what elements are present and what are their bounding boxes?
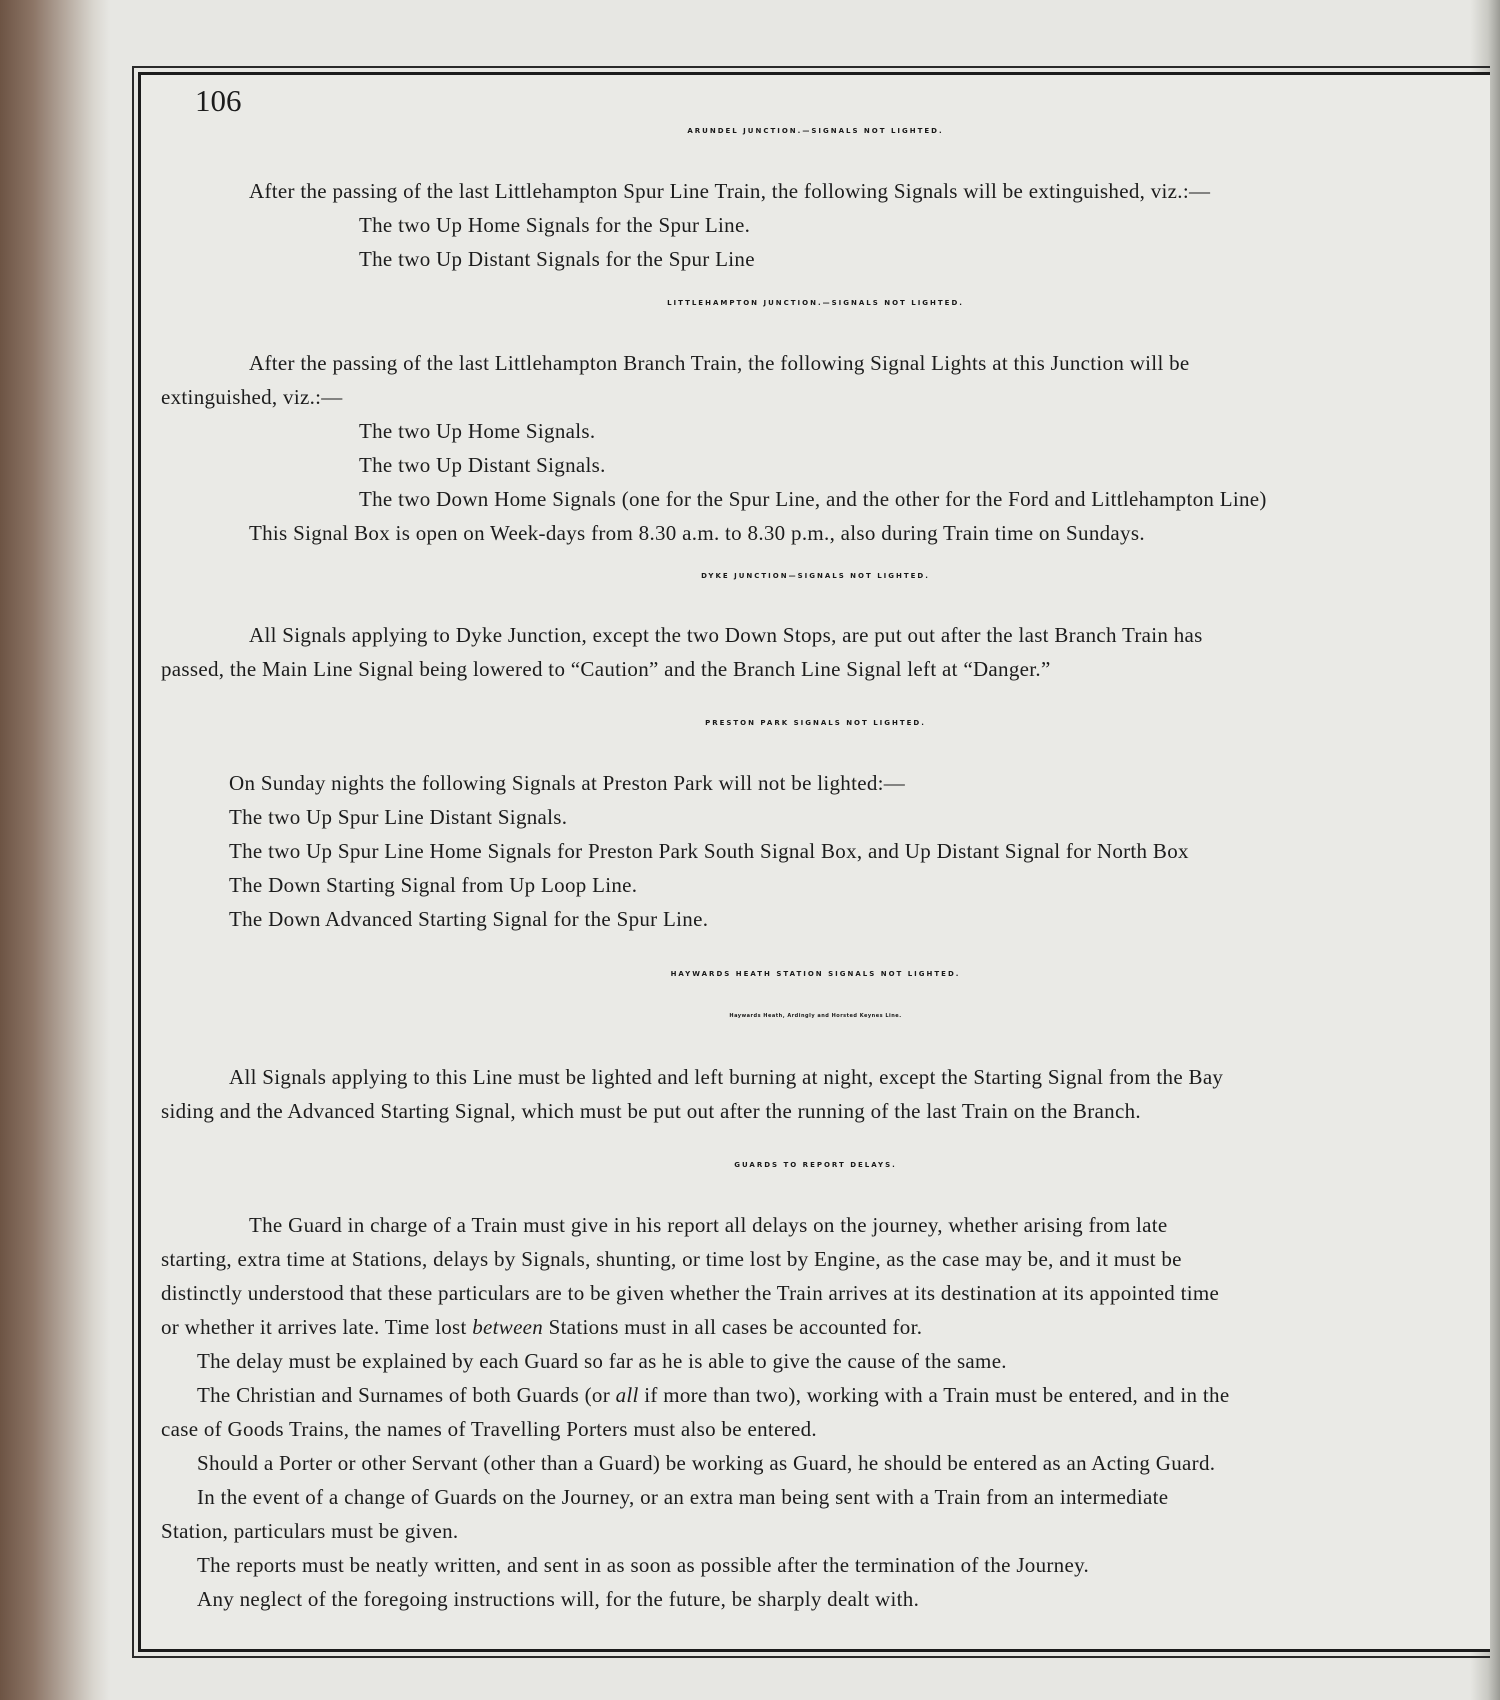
text-span: if more than two), working with a Train must be entered, and in the: [644, 1383, 1230, 1407]
section-heading-preston: PRESTON PARK SIGNALS NOT LIGHTED.: [705, 719, 926, 727]
text-line: The Down Advanced Starting Signal for the Spur Line.: [229, 907, 709, 931]
text-line: Should a Porter or other Servant (other than a Guard) be working as Guard, he should be entered as an Acting Guard.: [197, 1451, 1216, 1475]
italic-word: all: [615, 1383, 639, 1407]
section-heading-littlehampton: LITTLEHAMPTON JUNCTION.—SIGNALS NOT LIGHTED.: [667, 299, 964, 307]
page-content: [141, 75, 1490, 1649]
text-line: After the passing of the last Littlehampton Spur Line Train, the following Signals will be extinguished, viz.:—: [249, 179, 1211, 203]
section-heading-guards: GUARDS TO REPORT DELAYS.: [734, 1161, 897, 1169]
text-line: [197, 1379, 1229, 1412]
text-line: The Down Starting Signal from Up Loop Line.: [229, 873, 638, 897]
text-line: All Signals applying to Dyke Junction, except the two Down Stops, are put out after the last Branch Train has: [249, 623, 1203, 647]
text-line: Station, particulars must be given.: [161, 1519, 459, 1543]
text-line: Any neglect of the foregoing instructions will, for the future, be sharply dealt with.: [197, 1587, 920, 1611]
text-line: After the passing of the last Littlehampton Branch Train, the following Signal Lights at this Junction will be: [249, 351, 1190, 375]
text-line: The two Up Distant Signals.: [359, 453, 606, 477]
text-line: distinctly understood that these particulars are to be given whether the Train arrives at its destination at its appointed time: [161, 1281, 1220, 1305]
italic-word: between: [472, 1315, 544, 1339]
text-line: siding and the Advanced Starting Signal, which must be put out after the running of the last Train on the Branch.: [161, 1099, 1141, 1123]
section-heading-haywards-heath: HAYWARDS HEATH STATION SIGNALS NOT LIGHTED.: [670, 970, 961, 978]
page-number: 106: [195, 83, 242, 118]
text-line: case of Goods Trains, the names of Travelling Porters must also be entered.: [161, 1417, 817, 1441]
section-heading-arundel: ARUNDEL JUNCTION.—SIGNALS NOT LIGHTED.: [687, 127, 944, 135]
text-line: On Sunday nights the following Signals at Preston Park will not be lighted:—: [229, 771, 906, 795]
text-span: Stations must in all cases be accounted for.: [548, 1315, 923, 1339]
text-line: passed, the Main Line Signal being lowered to “Caution” and the Branch Line Signal left at “Danger.”: [161, 657, 1051, 681]
text-line: The reports must be neatly written, and sent in as soon as possible after the termination of the Journey.: [197, 1553, 1090, 1577]
text-line: starting, extra time at Stations, delays by Signals, shunting, or time lost by Engine, as the case may be, and it must be: [161, 1247, 1182, 1271]
text-line: The Guard in charge of a Train must give in his report all delays on the journey, whether arising from late: [249, 1213, 1168, 1237]
section-subheading-haywards-heath: Haywards Heath, Ardingly and Horsted Keynes Line.: [729, 1013, 902, 1019]
text-line: The two Up Home Signals.: [359, 419, 596, 443]
text-line: [161, 1311, 922, 1344]
text-line: The delay must be explained by each Guard so far as he is able to give the cause of the same.: [197, 1349, 1007, 1373]
text-line: In the event of a change of Guards on the Journey, or an extra man being sent with a Train from an intermediate: [197, 1485, 1169, 1509]
text-line: All Signals applying to this Line must be lighted and left burning at night, except the Starting Signal from the Bay: [229, 1065, 1224, 1089]
text-span: or whether it arrives late. Time lost: [161, 1315, 467, 1339]
text-line: This Signal Box is open on Week-days from 8.30 a.m. to 8.30 p.m., also during Train time on Sundays.: [249, 521, 1145, 545]
text-line: The two Up Spur Line Distant Signals.: [229, 805, 568, 829]
book-spine: [0, 0, 110, 1700]
page-border-frame: [138, 72, 1490, 1652]
text-line: The two Up Distant Signals for the Spur Line: [359, 247, 755, 271]
text-line: The two Up Home Signals for the Spur Line.: [359, 213, 751, 237]
text-line: extinguished, viz.:—: [161, 385, 343, 409]
text-line: The two Down Home Signals (one for the Spur Line, and the other for the Ford and Littlehampton Line): [359, 487, 1267, 511]
section-heading-dyke: DYKE JUNCTION—SIGNALS NOT LIGHTED.: [701, 572, 930, 580]
text-span: The Christian and Surnames of both Guards (or: [197, 1383, 611, 1407]
text-line: The two Up Spur Line Home Signals for Preston Park South Signal Box, and Up Distant Signal for North Box: [229, 839, 1189, 863]
